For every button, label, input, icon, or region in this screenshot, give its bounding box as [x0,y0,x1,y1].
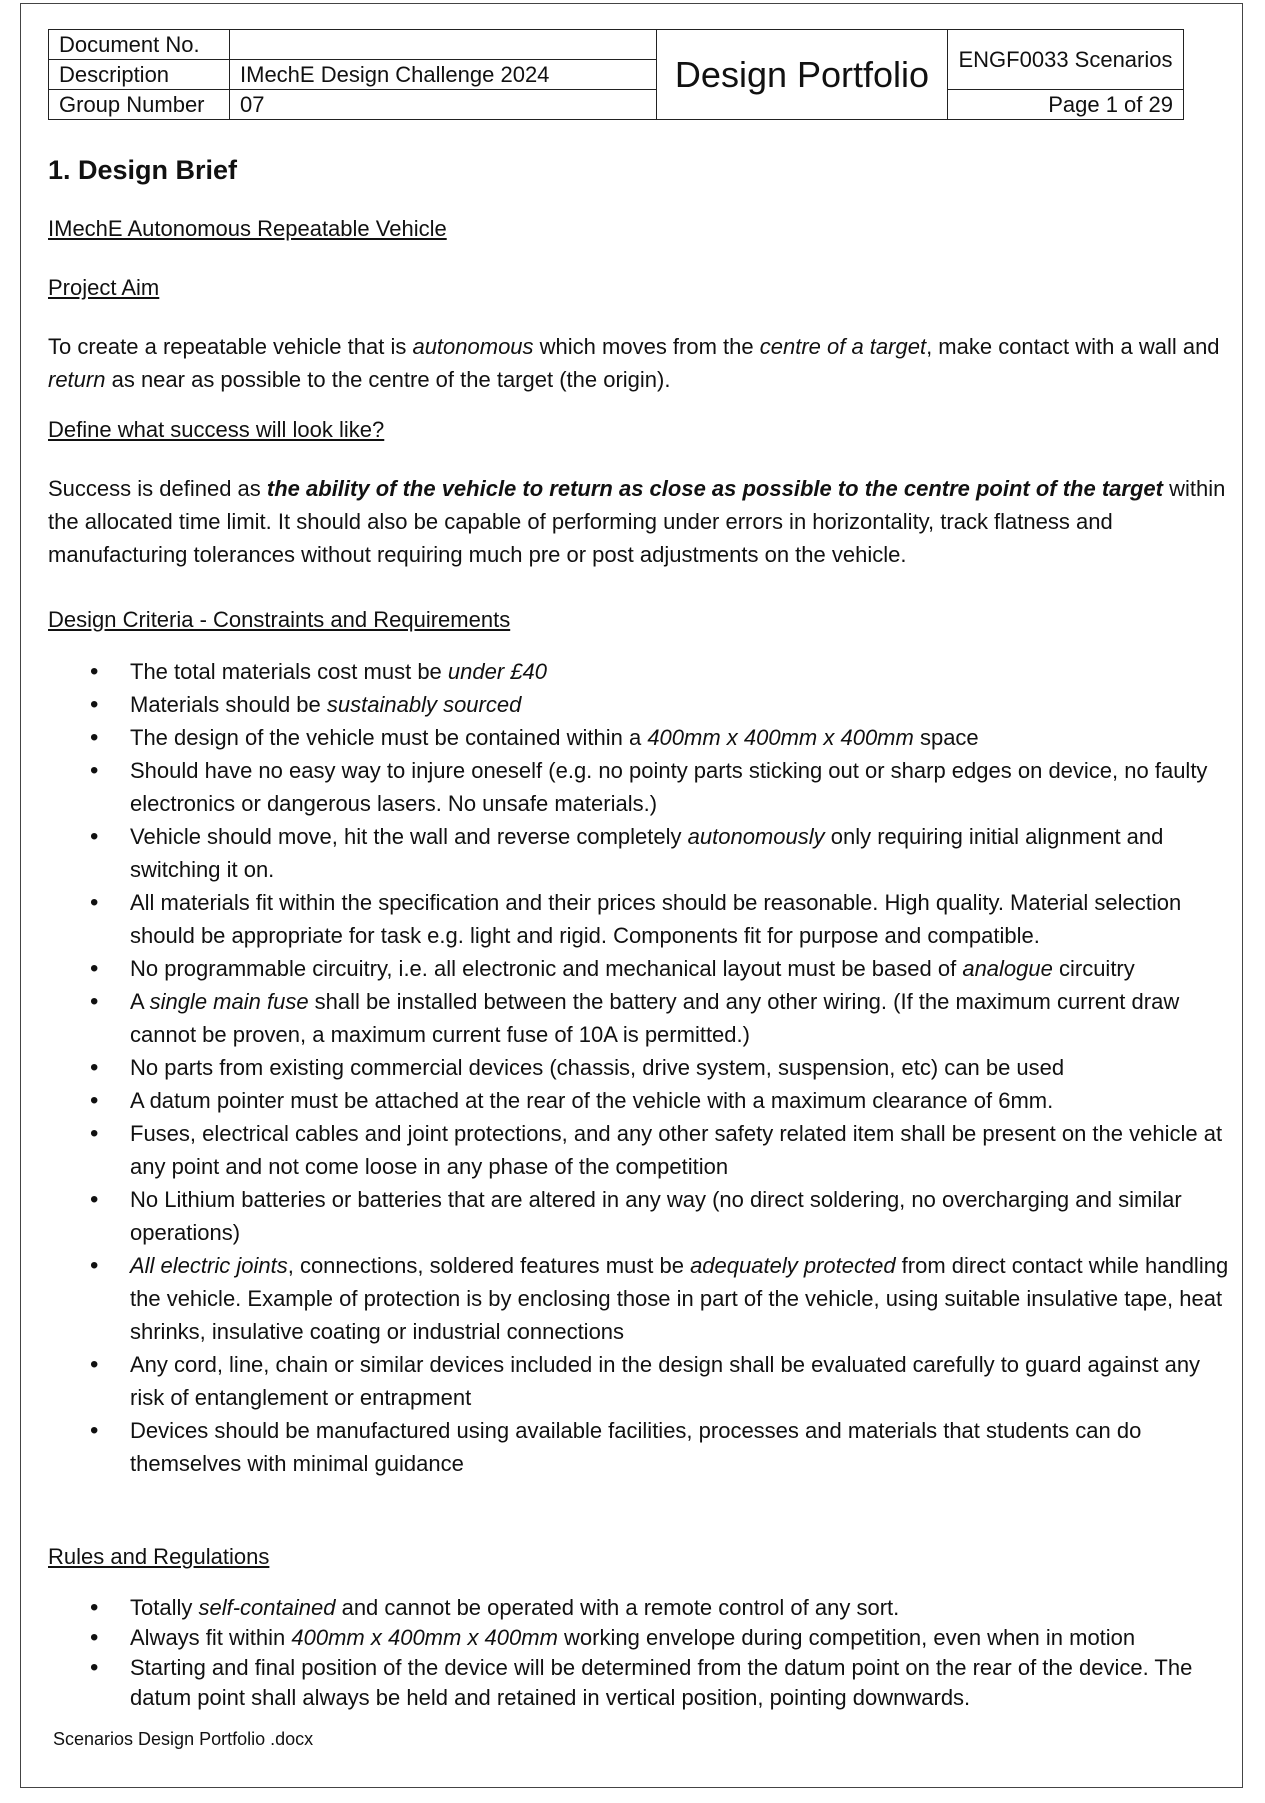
list-item: • Fuses, electrical cables and joint protections, and any other safety related item shall be present on the vehicle at any point and not come loose in any phase of the competition [48,1117,1233,1183]
list-item: • Devices should be manufactured using available facilities, processes and materials that students can do themselves with minimal guidance [48,1414,1233,1480]
list-item: • No programmable circuitry, i.e. all electronic and mechanical layout must be based of analogue circuitry [48,952,1233,985]
success-text: Success is defined as the ability of the vehicle to return as close as possible to the centre point of the target within the allocated time limit. It should also be capable of performing under errors in horizontality, track flatness and manufacturing tolerances without requiring much pre or post adjustments on the vehicle. [48,476,1226,567]
rules-heading: Rules and Regulations [48,1544,270,1569]
criteria-heading: Design Criteria - Constraints and Requirements [48,607,511,632]
description-value: IMechE Design Challenge 2024 [230,60,657,90]
list-item: • The total materials cost must be under £40 [48,655,1233,688]
project-aim-text: To create a repeatable vehicle that is autonomous which moves from the centre of a target, make contact with a wall and return as near as possible to the centre of the target (the origin). [48,334,1220,392]
criteria-list [48,655,1233,1480]
list-item: • Should have no easy way to injure oneself (e.g. no pointy parts sticking out or sharp edges on device, no faulty electronics or dangerous lasers. No unsafe materials.) [48,754,1233,820]
document-header-table [48,29,1184,120]
list-item: • Materials should be sustainably sourced [48,688,1233,721]
description-label: Description [49,60,230,90]
list-item: • Always fit within 400mm x 400mm x 400mm working envelope during competition, even when in motion [48,1623,1233,1653]
list-item: • No Lithium batteries or batteries that are altered in any way (no direct soldering, no overcharging and similar operations) [48,1183,1233,1249]
footer-filename: Scenarios Design Portfolio .docx [53,1729,314,1749]
list-item: • All materials fit within the specification and their prices should be reasonable. High quality. Material selection should be appropriate for task e.g. light and rigid. Components fit for purpose and compatible. [48,886,1233,952]
list-item: • No parts from existing commercial devices (chassis, drive system, suspension, etc) can be used [48,1051,1233,1084]
list-item: • Vehicle should move, hit the wall and reverse completely autonomously only requiring initial alignment and switching it on. [48,820,1233,886]
list-item: • Starting and final position of the device will be determined from the datum point on the rear of the device. The datum point shall always be held and retained in vertical position, pointing downwards. [48,1653,1233,1713]
list-item: • All electric joints, connections, soldered features must be adequately protected from direct contact while handling the vehicle. Example of protection is by enclosing those in part of the vehicle, using suitable insulative tape, heat shrinks, insulative coating or industrial connections [48,1249,1233,1348]
list-item: • Any cord, line, chain or similar devices included in the design shall be evaluated carefully to guard against any risk of entanglement or entrapment [48,1348,1233,1414]
project-aim-heading: Project Aim [48,275,160,300]
list-item: • A datum pointer must be attached at the rear of the vehicle with a maximum clearance of 6mm. [48,1084,1233,1117]
doc-no-label: Document No. [49,30,230,60]
list-item: • Totally self-contained and cannot be operated with a remote control of any sort. [48,1593,1233,1623]
success-heading: Define what success will look like? [48,417,385,442]
list-item: • A single main fuse shall be installed between the battery and any other wiring. (If the maximum current draw cannot be proven, a maximum current fuse of 10A is permitted.) [48,985,1233,1051]
group-label: Group Number [49,90,230,120]
module-code: ENGF0033 Scenarios [948,30,1184,90]
vehicle-title: IMechE Autonomous Repeatable Vehicle [48,216,447,241]
section-heading: 1. Design Brief [48,155,238,185]
rules-list [48,1593,1233,1713]
document-title: Design Portfolio [657,30,948,120]
page-number: Page 1 of 29 [948,90,1184,120]
list-item: • The design of the vehicle must be contained within a 400mm x 400mm x 400mm space [48,721,1233,754]
doc-no-value [230,30,657,60]
group-value: 07 [230,90,657,120]
